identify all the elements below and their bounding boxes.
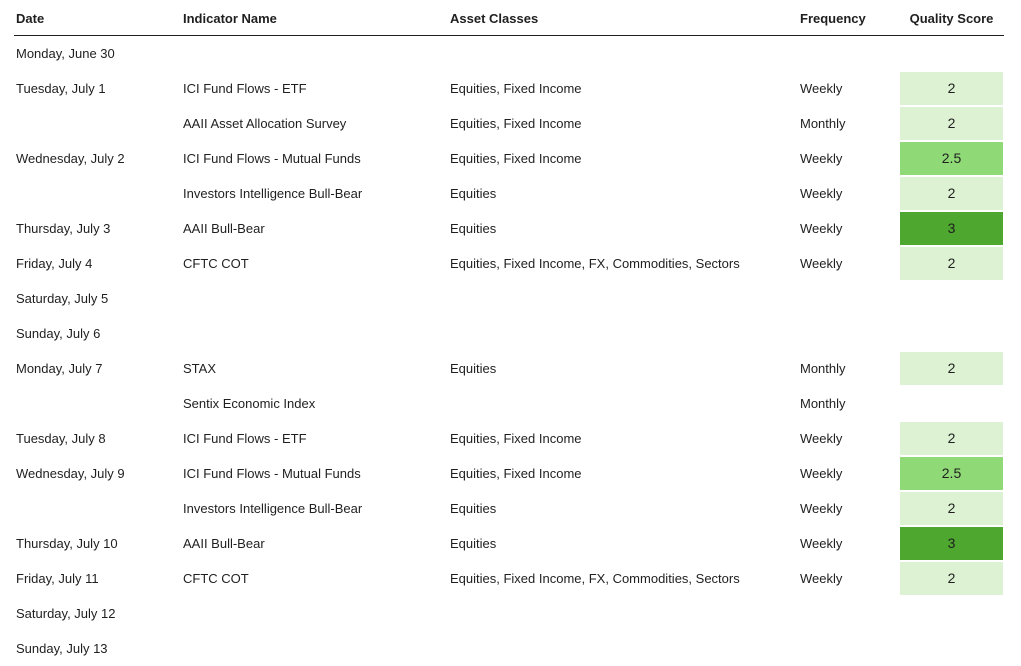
date-cell: Sunday, July 6 [16, 326, 101, 341]
indicator-name-cell: AAII Bull-Bear [183, 221, 265, 236]
asset-classes-cell: Equities, Fixed Income [450, 151, 582, 166]
quality-score-cell: 3 [947, 220, 956, 236]
indicator-name-cell: CFTC COT [183, 571, 249, 586]
quality-score-cell [900, 631, 1003, 666]
table-row [14, 561, 1004, 596]
quality-score-cell: 2 [947, 430, 956, 446]
asset-classes-cell: Equities, Fixed Income [450, 116, 582, 131]
header-date: Date [16, 11, 45, 26]
indicator-name-cell: STAX [183, 361, 216, 376]
table-header [14, 0, 1004, 36]
quality-score-cell: 3 [947, 535, 956, 551]
indicator-name-cell: ICI Fund Flows - Mutual Funds [183, 151, 361, 166]
date-cell: Saturday, July 12 [16, 606, 116, 621]
asset-classes-cell: Equities [450, 361, 497, 376]
table-row [14, 491, 1004, 526]
date-cell: Tuesday, July 8 [16, 431, 106, 446]
table-row [14, 281, 1004, 316]
indicator-name-cell: AAII Bull-Bear [183, 536, 265, 551]
table-row [14, 596, 1004, 631]
date-cell: Tuesday, July 1 [16, 81, 106, 96]
asset-classes-cell: Equities [450, 221, 497, 236]
table-row [14, 141, 1004, 176]
date-cell: Sunday, July 13 [16, 641, 108, 656]
table-row [14, 211, 1004, 246]
table-row [14, 246, 1004, 281]
quality-score-cell: 2 [947, 360, 956, 376]
frequency-cell: Monthly [800, 361, 846, 376]
quality-score-cell: 2 [947, 570, 956, 586]
frequency-cell: Weekly [800, 186, 843, 201]
quality-score-cell [900, 281, 1003, 316]
frequency-cell: Weekly [800, 221, 843, 236]
table-row [14, 456, 1004, 491]
asset-classes-cell: Equities [450, 536, 497, 551]
asset-classes-cell: Equities, Fixed Income, FX, Commodities, Sectors [450, 256, 740, 271]
date-cell: Saturday, July 5 [16, 291, 109, 306]
table-row [14, 526, 1004, 561]
indicator-name-cell: ICI Fund Flows - ETF [183, 81, 307, 96]
asset-classes-cell: Equities [450, 501, 497, 516]
table-row [14, 36, 1004, 71]
asset-classes-cell: Equities, Fixed Income [450, 431, 582, 446]
date-cell: Monday, June 30 [16, 46, 115, 61]
quality-score-cell: 2 [947, 80, 956, 96]
header-quality-score: Quality Score [909, 11, 994, 26]
indicator-calendar-table [14, 0, 1004, 666]
asset-classes-cell: Equities, Fixed Income, FX, Commodities, Sectors [450, 571, 740, 586]
quality-score-cell [900, 316, 1003, 351]
quality-score-cell [900, 36, 1003, 71]
indicator-name-cell: Investors Intelligence Bull-Bear [183, 501, 363, 516]
indicator-name-cell: ICI Fund Flows - Mutual Funds [183, 466, 361, 481]
date-cell: Wednesday, July 2 [16, 151, 125, 166]
quality-score-cell: 2 [947, 185, 956, 201]
date-cell: Friday, July 4 [16, 256, 93, 271]
quality-score-cell: 2 [947, 500, 956, 516]
quality-score-cell: 2 [947, 115, 956, 131]
indicator-name-cell: ICI Fund Flows - ETF [183, 431, 307, 446]
frequency-cell: Weekly [800, 466, 843, 481]
table-row [14, 316, 1004, 351]
date-cell: Thursday, July 10 [16, 536, 118, 551]
table-body [14, 36, 1004, 666]
frequency-cell: Monthly [800, 116, 846, 131]
table-row [14, 176, 1004, 211]
table-row [14, 631, 1004, 666]
frequency-cell: Weekly [800, 151, 843, 166]
indicator-name-cell: AAII Asset Allocation Survey [183, 116, 347, 131]
indicator-name-cell: Sentix Economic Index [183, 396, 316, 411]
date-cell: Thursday, July 3 [16, 221, 111, 236]
date-cell: Monday, July 7 [16, 361, 103, 376]
indicator-name-cell: CFTC COT [183, 256, 249, 271]
table-row [14, 71, 1004, 106]
frequency-cell: Weekly [800, 536, 843, 551]
asset-classes-cell: Equities [450, 186, 497, 201]
frequency-cell: Weekly [800, 501, 843, 516]
table-row [14, 421, 1004, 456]
header-asset-classes: Asset Classes [450, 11, 539, 26]
quality-score-cell [900, 596, 1003, 631]
quality-score-cell: 2 [947, 255, 956, 271]
asset-classes-cell: Equities, Fixed Income [450, 81, 582, 96]
frequency-cell: Weekly [800, 256, 843, 271]
frequency-cell: Weekly [800, 571, 843, 586]
header-indicator-name: Indicator Name [183, 11, 277, 26]
table-row [14, 106, 1004, 141]
date-cell: Wednesday, July 9 [16, 466, 125, 481]
quality-score-cell: 2.5 [941, 465, 962, 481]
indicator-name-cell: Investors Intelligence Bull-Bear [183, 186, 363, 201]
frequency-cell: Weekly [800, 81, 843, 96]
header-frequency: Frequency [800, 11, 866, 26]
frequency-cell: Monthly [800, 396, 846, 411]
asset-classes-cell: Equities, Fixed Income [450, 466, 582, 481]
date-cell: Friday, July 11 [16, 571, 99, 586]
quality-score-cell: 2.5 [941, 150, 962, 166]
frequency-cell: Weekly [800, 431, 843, 446]
table-row [14, 351, 1004, 386]
table-row [14, 386, 1004, 421]
quality-score-cell [900, 386, 1003, 421]
